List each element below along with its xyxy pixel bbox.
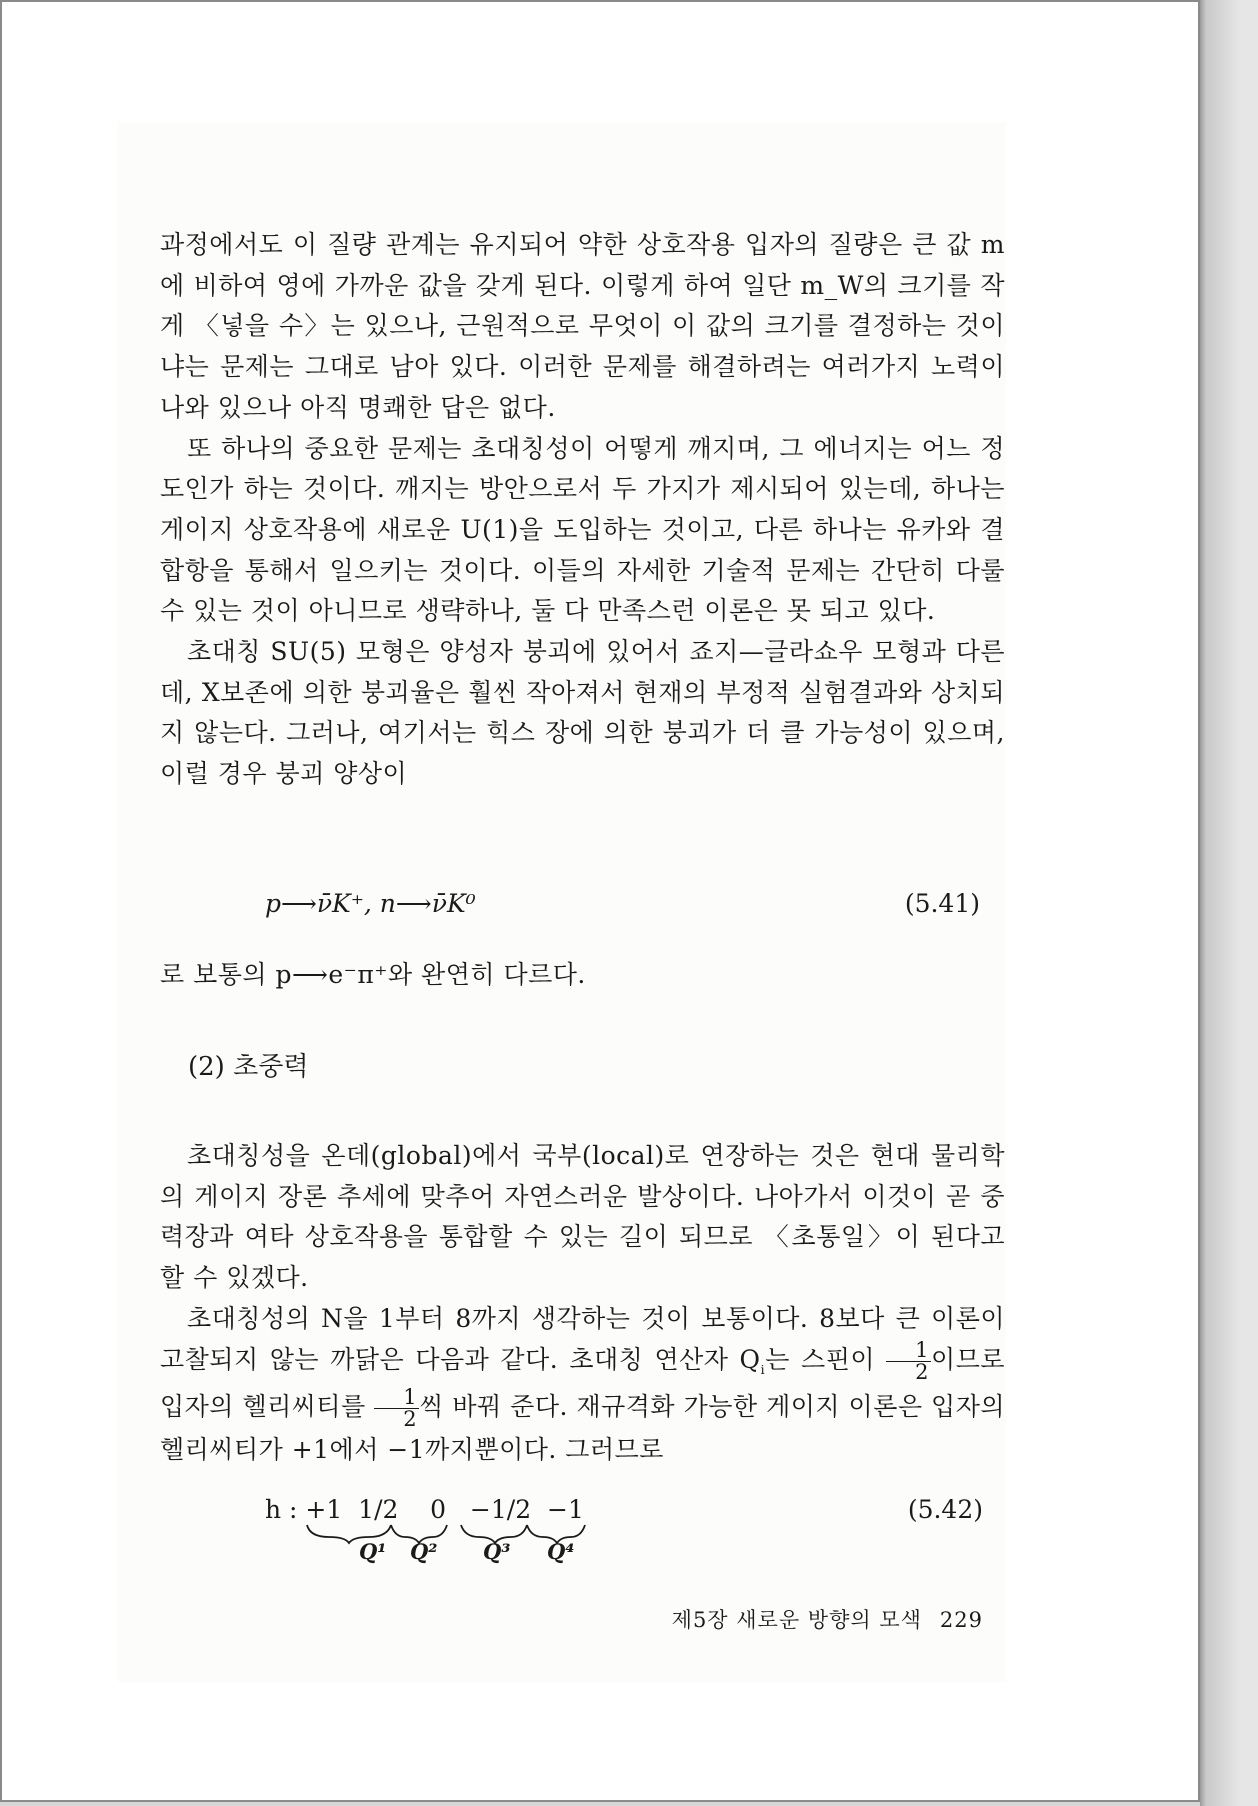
equation-5-41-body: p⟶ν̄K⁺, n⟶ν̄K⁰ [265, 889, 476, 918]
paragraph-5-text: 초대칭성을 온데(global)에서 국부(local)로 연장하는 것은 현대 물리학의 게이지 장론 추세에 맞추어 자연스러운 발상이다. 나아가서 이것이 곧 중력장과 여타 상호작용을 통합할 수 있는 길이 되므로 〈초통일〉이 된다고 할 수 있겠다. [160, 1141, 1005, 1293]
paragraph-6-text [160, 1299, 1005, 1471]
fraction-numerator: 1 [886, 1340, 931, 1362]
footer-chapter-title: 제5장 새로운 방향의 모색 [671, 1608, 922, 1632]
fraction-one-half-2 [374, 1387, 419, 1430]
paragraph-5 [160, 1136, 1005, 1471]
equation-5-41-number: (5.41) [904, 889, 980, 918]
label-q4: Q⁴ [547, 1539, 575, 1564]
equation-5-42 [265, 1495, 983, 1570]
paragraph-1-text: 과정에서도 이 질량 관계는 유지되어 약한 상호작용 입자의 질량은 큰 값 m에 비하여 영에 가까운 값을 갖게 된다. 이렇게 하여 일단 m_W의 크기를 작게 〈넣을 수〉는 있으나, 근원적으로 무엇이 이 값의 크기를 결정하는 것이냐는 문제는 그대로 남아 있다. 이러한 문제를 해결하려는 여러가지 노력이 나와 있으나 아직 명쾌한 답은 없다. [160, 230, 1005, 422]
paragraph-6-part-b: 는 스핀이 [765, 1344, 887, 1374]
fraction-numerator-2: 1 [374, 1387, 419, 1409]
paragraph-6-part-d: 씩 바꿔 준다. 재규격화 가능한 게이지 이론은 입자의 헬리씨티가 +1에서 −1까지뿐이다. 그러므로 [160, 1392, 1005, 1465]
page-edge-shadow [1200, 0, 1258, 1806]
label-q2: Q² [410, 1539, 438, 1564]
helicity-braces [265, 1495, 595, 1545]
page-footer [654, 1604, 983, 1634]
label-q3: Q³ [483, 1539, 511, 1564]
operator-subscript: ᵢ [760, 1354, 766, 1379]
fraction-one-half [886, 1337, 931, 1384]
paragraph-3-text: 초대칭 SU(5) 모형은 양성자 붕괴에 있어서 죠지—글라쇼우 모형과 다른데, X보존에 의한 붕괴율은 훨씬 작아져서 현재의 부정적 실험결과와 상치되지 않는다. 그러나, 여기서는 힉스 장에 의한 붕괴가 더 클 가능성이 있으며, 이럴 경우 붕괴 양상이 [160, 637, 1005, 789]
fraction-denominator: 2 [915, 1359, 930, 1384]
equation-5-42-body: h : +1 1/2 0 −1/2 −1 [265, 1495, 584, 1524]
label-q1: Q¹ [359, 1539, 387, 1564]
paragraph-6-part-c: 이므로 입자의 헬리씨티를 [160, 1344, 1005, 1422]
equation-5-42-number: (5.42) [907, 1495, 983, 1524]
equation-5-41 [265, 889, 980, 929]
paragraph-4 [160, 955, 1005, 996]
section-heading: (2) 초중력 [188, 1052, 309, 1082]
page-number: 229 [939, 1608, 983, 1632]
fraction-denominator-2: 2 [403, 1407, 418, 1432]
paragraph-6-part-a: 초대칭성의 N을 1부터 8까지 생각하는 것이 보통이다. 8보다 큰 이론이 고찰되지 않는 까닭은 다음과 같다. 초대칭 연산자 Q [160, 1303, 1005, 1374]
paragraph-4-text: 로 보통의 p⟶e⁻π⁺와 완연히 다르다. [160, 960, 586, 989]
paragraph-1 [160, 225, 1005, 795]
paragraph-2-text: 또 하나의 중요한 문제는 초대칭성이 어떻게 깨지며, 그 에너지는 어느 정도인가 하는 것이다. 깨지는 방안으로서 두 가지가 제시되어 있는데, 하나는 게이지 상호작용에 새로운 U(1)을 도입하는 것이고, 다른 하나는 유카와 결합항을 통해서 일으키는 것이다. 이들의 자세한 기술적 문제는 간단히 다룰 수 있는 것이 아니므로 생략하나, 둘 다 만족스런 이론은 못 되고 있다. [160, 433, 1005, 626]
